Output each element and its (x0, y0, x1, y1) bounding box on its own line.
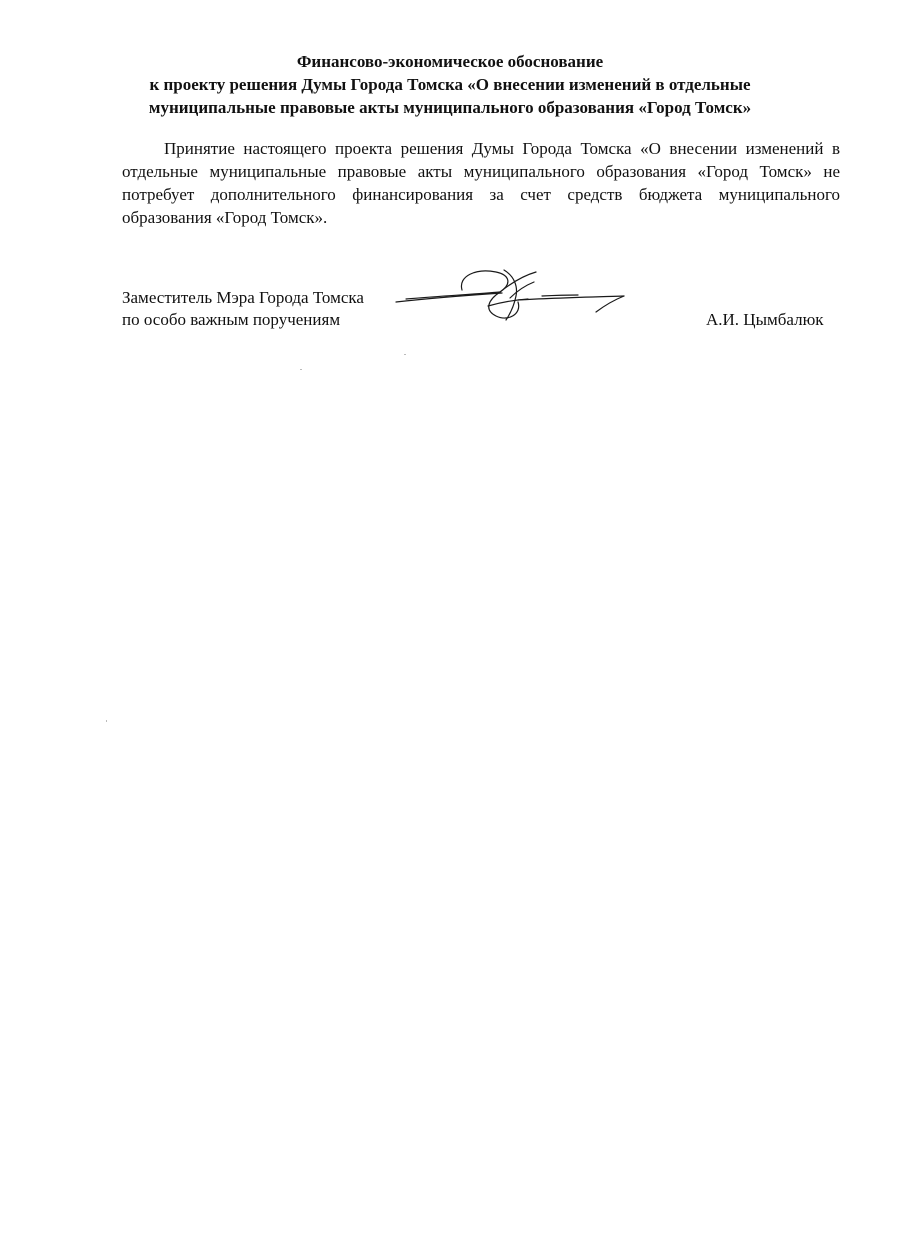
heading-line-3: муниципальные правовые акты муниципального образования «Город Томск» (148, 98, 752, 117)
signature-icon (392, 262, 642, 332)
signer-name: А.И. Цымбалюк (706, 310, 824, 329)
heading-line-2: к проекту решения Думы Города Томска «О внесении изменений в отдельные (149, 75, 751, 94)
signer-position (122, 287, 364, 331)
document-heading (100, 50, 800, 119)
body-paragraph: Принятие настоящего проекта решения Думы Города Томска «О внесении изменений в отдельные муниципальные правовые акты муниципального образования «Город Томск» не потребует дополнительного финансирования за счет средств бюджета муниципального образования «Город Томск». (122, 139, 840, 227)
scan-speck (106, 720, 107, 722)
heading-line-1: Финансово-экономическое обоснование (296, 52, 604, 71)
scan-speck (300, 369, 302, 370)
signer-position-line-1: Заместитель Мэра Города Томска (122, 288, 364, 307)
scan-speck (404, 354, 406, 355)
signer-position-line-2: по особо важным поручениям (122, 310, 341, 329)
